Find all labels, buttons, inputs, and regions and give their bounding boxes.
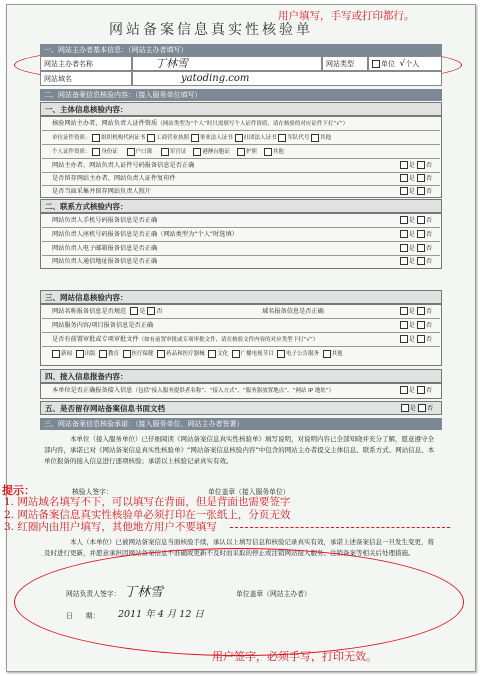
- owner-signature[interactable]: 丁林雪: [124, 585, 164, 600]
- section-1-title: 一、主体信息核验内容：: [40, 102, 442, 116]
- type-label: 网站类型: [322, 56, 368, 71]
- annotation-top: 用户填写，手写或打印都行。: [278, 10, 415, 22]
- s2-q2: 网站负责人座机号码报备信息是否正确（网站类型为“个人”时选填） 是 否: [42, 228, 440, 242]
- sponsor-value[interactable]: 丁林雪: [132, 56, 322, 71]
- owner-sign-label: 网站负责人签字：: [66, 590, 121, 598]
- s1-q2: 是否留存网站主办者、网站负责人证件复印件 是 否: [42, 172, 440, 186]
- tips-title: 提示：: [2, 484, 35, 497]
- basic-info-bar: 一、网站主办者基本信息：（网站主办者填写）: [40, 44, 442, 56]
- sponsor-label: 网站主办者名称: [40, 56, 132, 71]
- section-3-title: 三、网站信息核验内容：: [40, 290, 442, 304]
- s3-name: 网站名称报备信息是否规范 是 否 域名报备信息是否正确 是 否: [42, 305, 440, 319]
- unit-checkbox[interactable]: [372, 60, 380, 68]
- date-value[interactable]: 2011 年 4 月 12 日: [118, 609, 204, 620]
- s1-q3: 是否当面采集并留存网站负责人照片 是 否: [52, 188, 432, 195]
- section-5: 五、是否留存网站备案信息书面文档 是 否: [40, 401, 442, 415]
- form-title: 网站备案信息真实性核验单: [109, 22, 313, 38]
- promise-bar: 三、网站备案信息核验承诺：（接入服务单位、网站主办者签署）: [40, 418, 442, 430]
- tip-2: 2. 网站备案信息真实性核验单必须打印在一张纸上，分页无效: [4, 508, 291, 521]
- cert-unit-row: 单位证件资质： 组织机构代码证书 工商营业执照 事业法人证书 社团法人证书 军队代号 其他: [42, 131, 440, 145]
- domain-value[interactable]: yatoding.com: [132, 71, 442, 86]
- stamp-access-label: 单位盖章（接入服务单位）: [208, 488, 290, 496]
- promise-text-1: 本单位（接入服务单位）已仔细阅读《网站备案信息真实性核验单》填写说明，对说明内容已全部知晓并充分了解，愿意遵守全部内容，承诺已对《网站备案信息真实性核验单》“网站备案信息核验内容”中包含的网站主办者提交主体信息、联系方式、网站信息、本单位报备的接入信息进行逐项核验；承诺以上核验记录真实有效。: [44, 435, 435, 465]
- promise-text-2: 本人（本单位）已被网站备案信息当面核验手续，承认以上填写信息和核验记录真实有效，承诺上述备案信息一旦发生变更，将及时进行更新，并愿意承担因网站备案信息不准确或更新不及时而采取的停止或注销网站接入服务、注销备案等相关后处理措施。: [44, 538, 434, 557]
- verify-bar: 二、网站备案信息核验内容：（接入服务单位填写）: [40, 89, 442, 101]
- type-options: 单位 √个人: [368, 56, 442, 71]
- domain-label: 网站域名: [40, 71, 132, 86]
- s2-q3: 网站负责人电子邮箱报备信息是否正确 是 否: [42, 242, 440, 256]
- tip-3: 3. 红圈内由用户填写，其他地方用户不要填写: [4, 521, 217, 533]
- section-4-title: 四、接入信息报备内容：: [40, 369, 442, 383]
- stamp-owner-label: 单位盖章（网站主办者）: [236, 590, 311, 598]
- s3-special: 是否有前置审批或专项审批文件（如有前置审批或专项审批文件，请在核验文件内容的对应类型下打“√”） 是 否: [42, 333, 440, 347]
- s1-q1: 网站主办者、网站负责人证件号码报备信息是否正确 是 否: [42, 159, 440, 173]
- cert-instruction: 核验网站主办者、网站负责人证件资质（网站类型为“个人”时只需填写个人证件资质，请在核验的对应证件下打“√”）: [42, 117, 440, 131]
- s2-q1: 网站负责人手机号码报备信息是否正确 是 否: [42, 214, 440, 228]
- checker-sign-label: 核验人签字：: [72, 488, 113, 496]
- tip-1: 1. 网站域名填写不下，可以填写在背面，但是背面也需要签字: [4, 496, 291, 508]
- tips-underline: [230, 527, 450, 528]
- red-circle-bottom: [14, 548, 464, 656]
- cert-person-row: 个人证件资质： 身份证 户口簿 军官证 港澳台胞证 护照 其他: [42, 145, 440, 159]
- section-2-title: 二、联系方式核验内容：: [40, 199, 442, 213]
- s2-q4: 网站负责人通信地址报备信息是否正确 是 否: [52, 258, 432, 265]
- special-types-row: 新闻 出版 教育 医疗保健 药品和医疗器械 文化 广播电视节目 电子公告服务 其他: [42, 347, 440, 361]
- date-label: 日 期：: [66, 612, 100, 620]
- s3-content: 网站服务内容/项目报备信息是否正确 是 否: [42, 319, 440, 333]
- s4-q: 本单位是否正确报备接入信息（包括“接入服务提供者名称”、“接入方式”、“服务器放置地点”、“网站 IP 地址”） 是 否: [52, 387, 432, 394]
- annotation-bottom: 用户签字，必须手写，打印无效。: [212, 650, 377, 663]
